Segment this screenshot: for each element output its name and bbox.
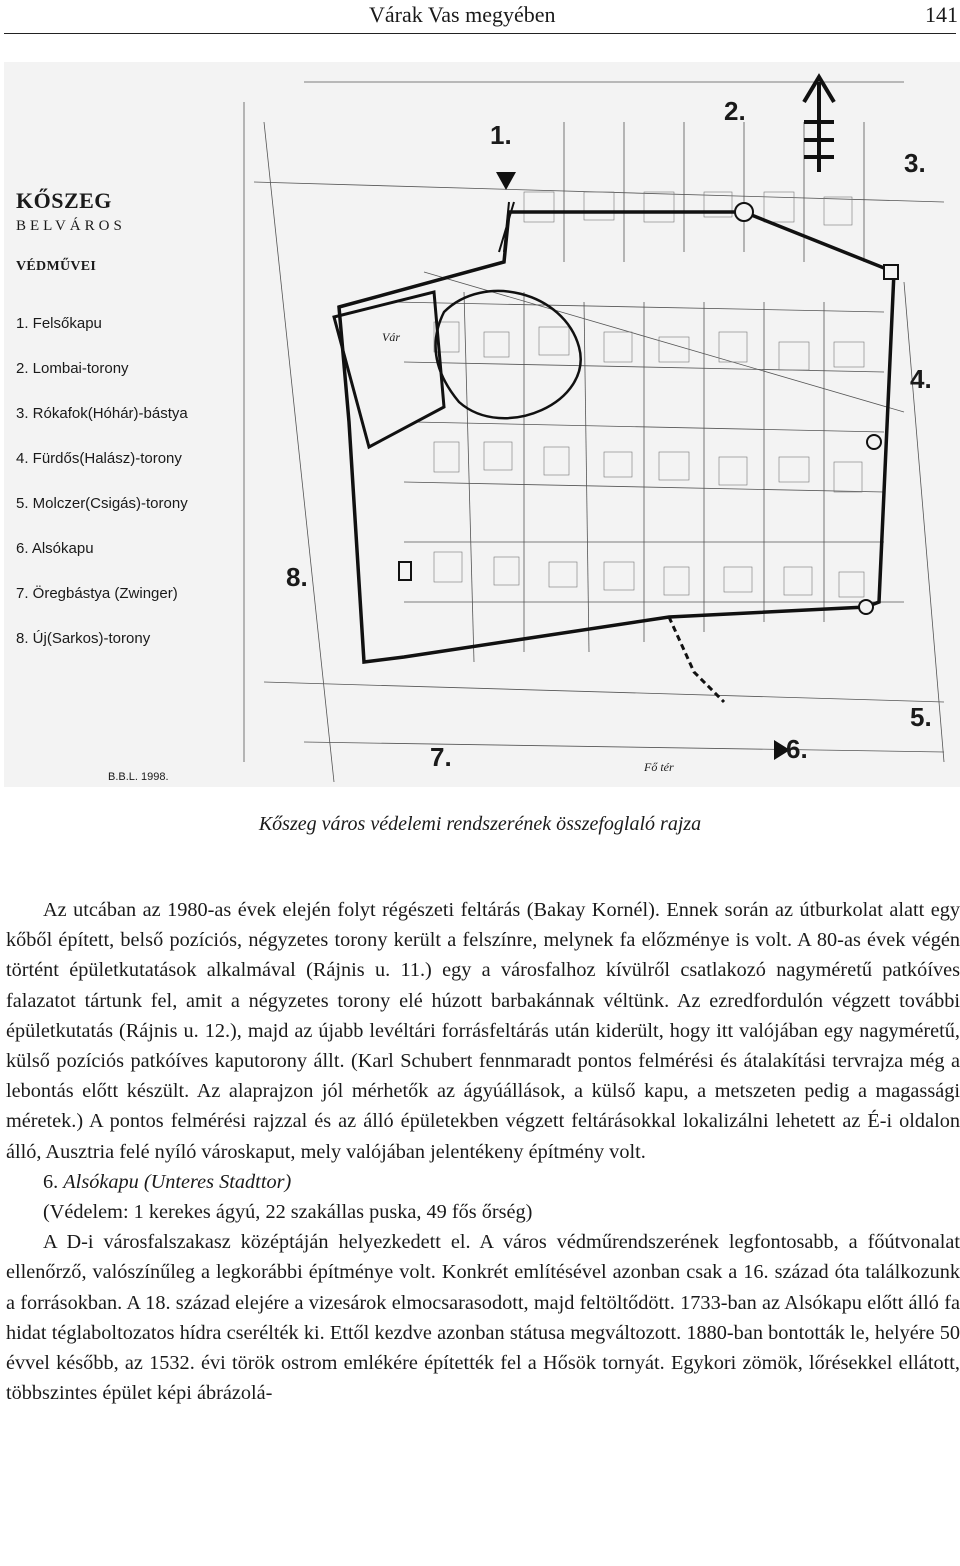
paragraph: Az utcában az 1980-as évek elején folyt régészeti feltárás (Bakay Kornél). Ennek során az útburkolat alatt egy kőből épített, belső pozíciós, négyzetes torony került a felszínre, melynek fa előzménye is volt. A 80-as évek végén történt épületkutatások alkalmával (Rájnis u. 11.) egy a városfalhoz kívülről csatlakozó nagyméretű patkóíves falazatot tártunk fel, amit a négyzetes torony elé húzott barbakánnak véltünk. Az ezredfordulón végzett további épületkutatás (Rájnis u. 12.), majd az újabb levéltári forrásfeltárás után kiderült, hogy itt valójában egy nagyméretű, külső pozíciós patkóíves kaputorony állt. (Karl Schubert fennmaradt pontos felmérési és átalakítási tervrajza még a lebontás előtt készült. Az alaprajzon jól mérhetők az ágyúállások, a külső kapu, a metszeten pedig a magassági méretek.) A pontos felmérési rajzzal és az álló épületekben végzett feltárásokkal lokalizálni lehetett az É-i oldalon álló, Ausztria felé nyíló városkaput, mely valójában jelentékeny építmény volt. [6,899,960,1163]
figure-caption: Kőszeg város védelemi rendszerének összefoglaló rajza [258,813,702,835]
map-number-6: 6. [786,734,808,764]
city-wall [339,212,894,662]
legend-item: 4. Fürdős(Halász)-torony [16,450,182,467]
page-number: 141 [925,2,958,27]
map-number-2: 2. [724,96,746,126]
map-signature: B.B.L. 1998. [108,771,169,783]
legend-item: 5. Molczer(Csigás)-torony [16,495,188,512]
map-figure [4,62,960,787]
map-number-3: 3. [904,148,926,178]
section-title: Alsókapu (Unteres Stadttor) [63,1170,292,1193]
tower-marker-3 [884,265,898,279]
tower-marker-4 [867,435,881,449]
map-legend [16,188,226,783]
map-number-8: 8. [286,562,308,592]
legend-list [16,315,226,675]
tower-marker-5 [859,600,873,614]
map-number-4: 4. [910,364,932,394]
legend-item: 6. Alsókapu [16,540,94,557]
tower-marker-8 [399,562,411,580]
arrow-gate-1 [496,172,516,190]
north-arrow-icon [804,77,834,172]
castle-label: Vár [382,330,400,344]
castle-inner-ward [436,291,581,418]
legend-item: 7. Öregbástya (Zwinger) [16,585,178,602]
running-title: Várak Vas megyében [369,2,556,27]
map-number-7: 7. [430,742,452,772]
map-title: KŐSZEG [16,188,112,213]
section-number: 6. [43,1170,59,1193]
legend-item: 3. Rókafok(Hóhár)-bástya [16,405,188,422]
section-paragraph: A D-i városfalszakasz középtáján helyezkedett el. A város védműrendszerének legfontosabb, a főútvonalat ellenőrző, valószínűleg a legkorábbi építménye volt. Konkrét említésével azonban csak a 16. század óta találkozunk a forrásokban. A 18. század elejére a vizesárok elmocsarasodott, majd feltöltődött. 1733-ban az Alsókapu előtt álló fa hidat téglaboltozatos hídra cserélték ki. Ettől kezdve azonban státusa megváltozott. 1880-ban bontották le, helyére 50 évvel később, az 1532. évi török ostrom emlékére építették fel a Hősök tornyát. Egykori zömök, lőrésekkel ellátott, többszintes épület képi ábrázolá- [6,1231,960,1405]
map-number-5: 5. [910,702,932,732]
legend-item: 8. Új(Sarkos)-torony [16,630,151,647]
legend-item: 1. Felsőkapu [16,315,102,332]
map-number-1: 1. [490,120,512,150]
street-label: Fő tér [644,760,674,774]
section-defense: (Védelem: 1 kerekes ágyú, 22 szakállas puska, 49 fős őrség) [43,1201,533,1224]
section-heading [6,1167,960,1197]
house-blocks [434,192,864,597]
map-subtitle: BELVÁROS [16,218,126,234]
legend-item: 2. Lombai-torony [16,360,129,377]
header-rule [4,33,956,34]
tower-marker-2 [735,203,753,221]
map-heading: VÉDMŰVEI [16,259,97,274]
lower-gate-bridge [669,617,724,702]
running-header [0,0,960,34]
body-text [6,895,960,1408]
